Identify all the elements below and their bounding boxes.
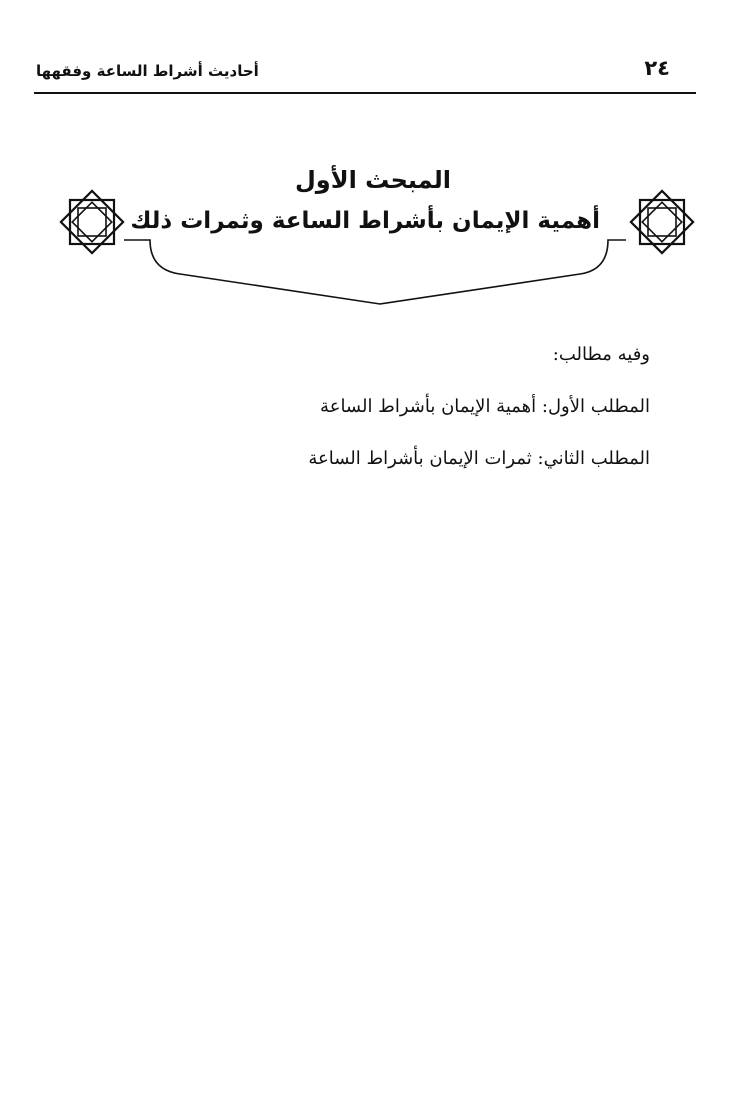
section-title: المبحث الأول: [294, 166, 452, 194]
sections-intro: وفيه مطالب:: [552, 344, 650, 365]
book-title: أحاديث أشراط الساعة وفقهها: [36, 62, 259, 80]
section-subtitle: أهمية الإيمان بأشراط الساعة وثمرات ذلك: [130, 208, 600, 234]
banner-frame: [124, 240, 626, 304]
section-item-2: المطلب الثاني: ثمرات الإيمان بأشراط الساعة: [308, 448, 650, 469]
right-star-ornament-icon: [631, 191, 693, 253]
left-star-ornament-icon: [61, 191, 123, 253]
page-number: ٢٤: [644, 56, 670, 80]
section-item-1: المطلب الأول: أهمية الإيمان بأشراط الساعة: [320, 396, 650, 417]
running-header: [34, 52, 696, 94]
